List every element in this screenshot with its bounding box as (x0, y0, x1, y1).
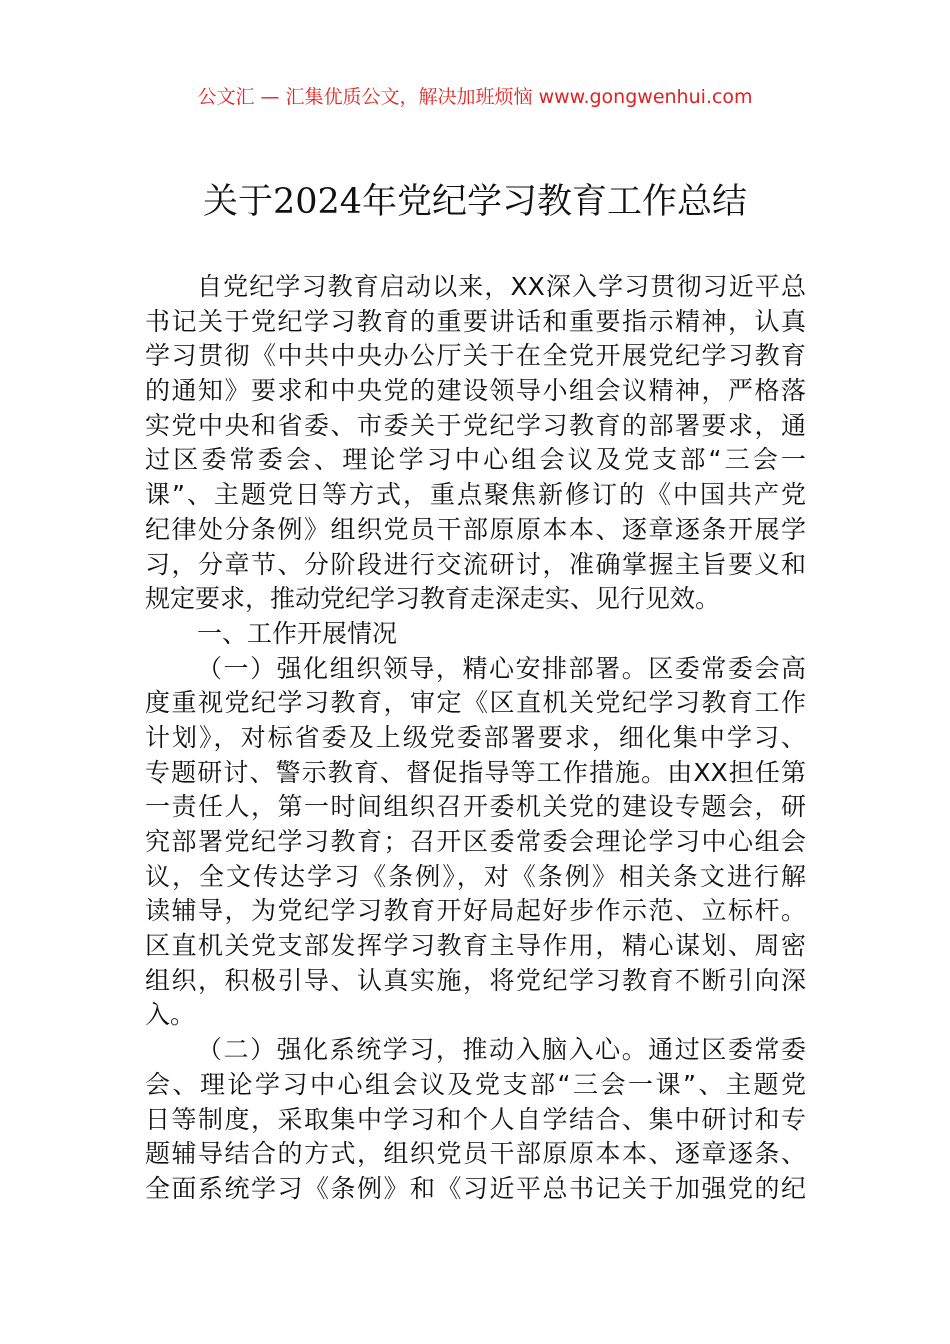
text-line: 组织，积极引导、认真实施，将党纪学习教育不断引向深 (145, 965, 806, 995)
document-title: 关于2024年党纪学习教育工作总结 (202, 182, 748, 222)
text-line: 规定要求，推动党纪学习教育走深走实、见行见效。 (145, 584, 721, 614)
text-line: 度重视党纪学习教育，审定《区直机关党纪学习教育工作 (145, 688, 806, 718)
text-line: （一）强化组织领导，精心安排部署。区委常委会高 (197, 653, 806, 683)
section-heading (145, 617, 806, 652)
text-line: 区直机关党支部发挥学习教育主导作用，精心谋划、周密 (145, 931, 806, 961)
text-line: 读辅导，为党纪学习教育开好局起好步作示范、立标杆。 (145, 896, 806, 926)
text-line: 全面系统学习《条例》和《习近平总书记关于加强党的纪 (145, 1173, 806, 1203)
text-line: 究部署党纪学习教育；召开区委常委会理论学习中心组会 (145, 827, 806, 856)
text-line: 专题研讨、警示教育、督促指导等工作措施。由XX担任第 (145, 757, 806, 787)
text-line: 习，分章节、分阶段进行交流研讨，准确掌握主旨要义和 (145, 549, 806, 579)
text-line: 日等制度，采取集中学习和个人自学结合、集中研讨和专 (145, 1104, 806, 1134)
text-line: 计划》，对标省委及上级党委部署要求，细化集中学习、 (145, 722, 806, 752)
text-line: 议，全文传达学习《条例》，对《条例》相关条文进行解 (145, 861, 806, 891)
document-body (145, 270, 806, 1207)
paragraph (145, 1033, 806, 1206)
watermark-header: 公文汇 — 汇集优质公文，解决加班烦恼 www.gongwenhui.com (197, 86, 753, 108)
text-line: 书记关于党纪学习教育的重要讲话和重要指示精神，认真 (145, 306, 806, 336)
text-line: 实党中央和省委、市委关于党纪学习教育的部署要求，通 (145, 410, 806, 440)
paragraph (145, 652, 806, 1034)
text-line: 一、工作开展情况 (197, 618, 398, 648)
text-line: 题辅导结合的方式，组织党员干部原原本本、逐章逐条、 (145, 1139, 806, 1169)
text-line: 过区委常委会、理论学习中心组会议及党支部“三会一 (145, 445, 806, 475)
text-line: 课”、主题党日等方式，重点聚焦新修订的《中国共产党 (145, 480, 806, 510)
text-line: 自党纪学习教育启动以来，XX深入学习贯彻习近平总 (197, 272, 806, 301)
text-line: 一责任人，第一时间组织召开委机关党的建设专题会，研 (145, 792, 806, 822)
text-line: 纪律处分条例》组织党员干部原原本本、逐章逐条开展学 (145, 514, 806, 544)
paragraph (145, 270, 806, 617)
text-line: 的通知》要求和中央党的建设领导小组会议精神，严格落 (145, 376, 806, 406)
text-line: 入。 (145, 1000, 196, 1030)
text-line: 会、理论学习中心组会议及党支部“三会一课”、主题党 (145, 1069, 806, 1099)
text-line: （二）强化系统学习，推动入脑入心。通过区委常委 (197, 1035, 806, 1065)
text-line: 学习贯彻《中共中央办公厅关于在全党开展党纪学习教育 (145, 341, 806, 371)
